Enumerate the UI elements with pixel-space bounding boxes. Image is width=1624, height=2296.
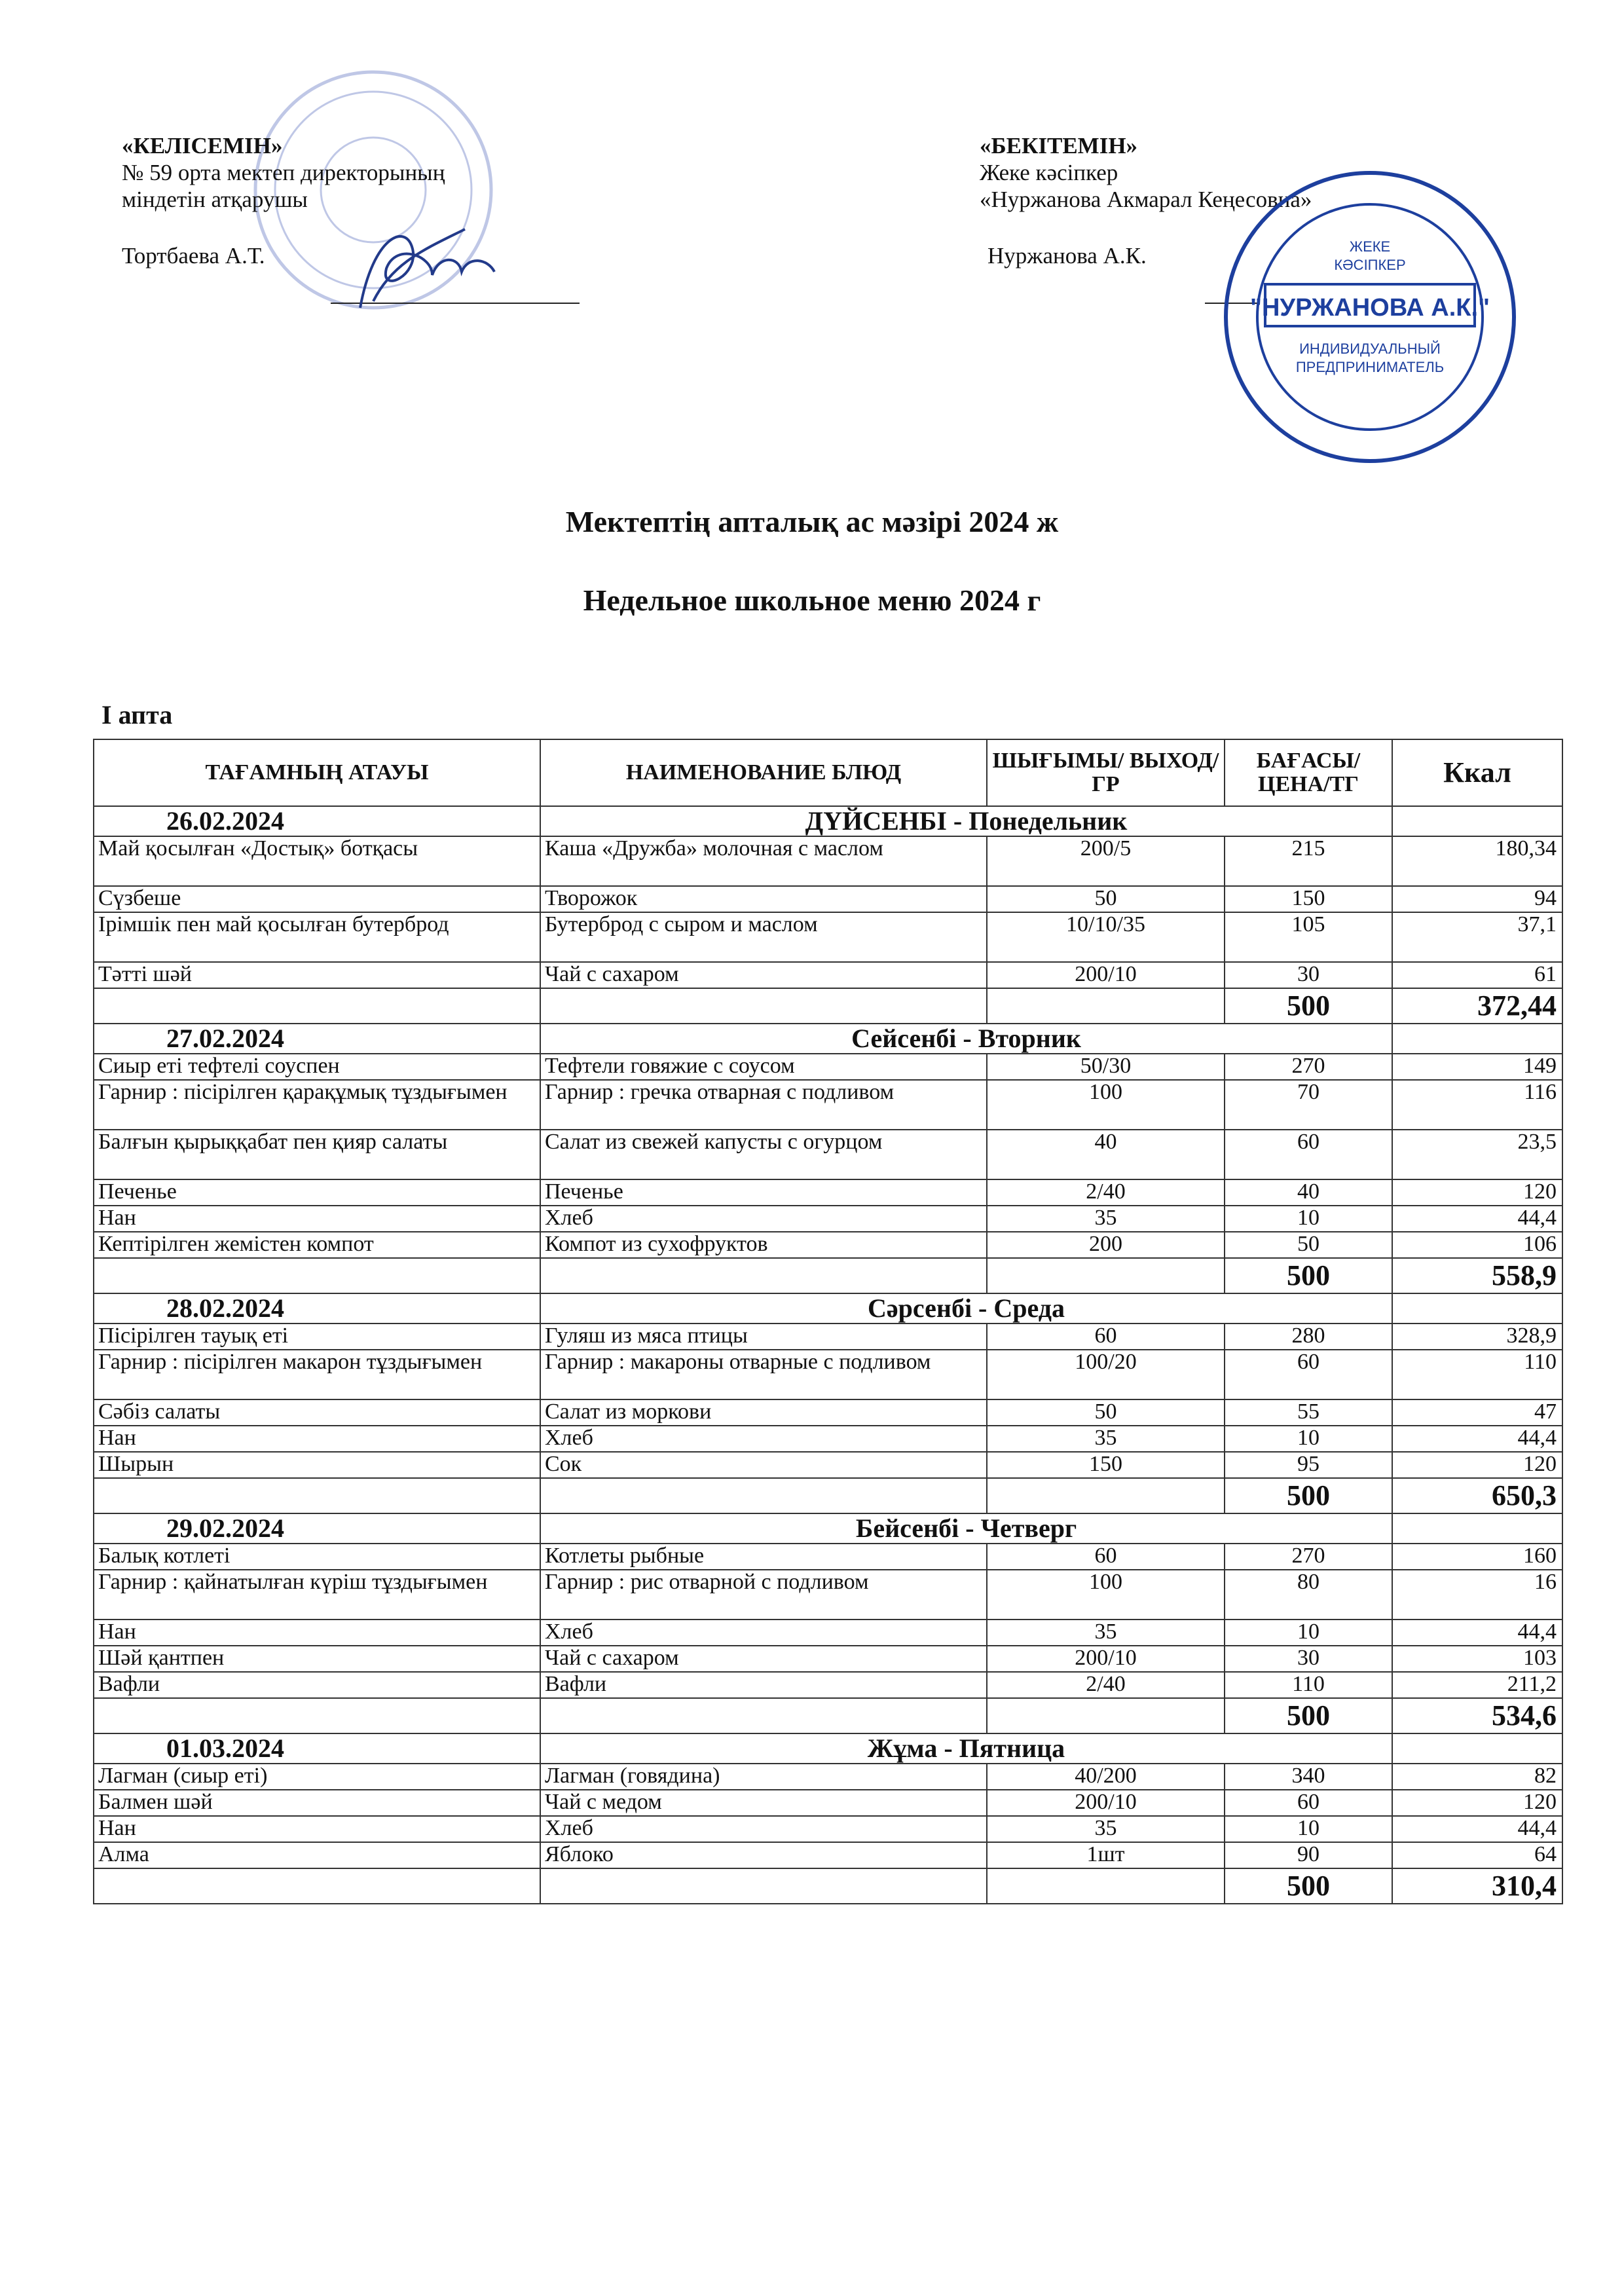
dish-name-ru: Компот из сухофруктов	[540, 1232, 987, 1258]
menu-row	[94, 1324, 1562, 1350]
dish-price: 60	[1225, 1350, 1392, 1399]
dish-name-ru: Чай с сахаром	[540, 1646, 987, 1672]
empty-cell	[1392, 1293, 1562, 1324]
dish-kcal: 44,4	[1392, 1816, 1562, 1842]
empty-cell	[987, 1698, 1225, 1733]
menu-row	[94, 1790, 1562, 1816]
director-line: № 59 орта мектеп директорының	[122, 160, 445, 185]
menu-body	[94, 806, 1562, 1904]
dish-output: 2/40	[987, 1179, 1225, 1206]
dish-kcal: 110	[1392, 1350, 1562, 1399]
dish-output: 100	[987, 1080, 1225, 1130]
dish-kcal: 160	[1392, 1544, 1562, 1570]
total-kcal: 558,9	[1392, 1258, 1562, 1293]
dish-name-ru: Творожок	[540, 886, 987, 912]
stamp-inner-top: ЖЕКЕ	[1349, 238, 1391, 255]
dish-output: 200	[987, 1232, 1225, 1258]
dish-name-kz: Балық котлеті	[94, 1544, 540, 1570]
dish-name-ru: Чай с медом	[540, 1790, 987, 1816]
menu-row	[94, 886, 1562, 912]
dish-price: 105	[1225, 912, 1392, 962]
header-output: ШЫҒЫМЫ/ ВЫХОД/ГР	[987, 739, 1225, 806]
day-header-row	[94, 1024, 1562, 1054]
dish-price: 10	[1225, 1426, 1392, 1452]
dish-name-kz: Гарнир : пісірілген макарон тұздығымен	[94, 1350, 540, 1399]
menu-row	[94, 1842, 1562, 1868]
dish-kcal: 16	[1392, 1570, 1562, 1620]
dish-name-ru: Чай с сахаром	[540, 962, 987, 988]
dish-name-kz: Вафли	[94, 1672, 540, 1698]
acting-line: міндетін атқарушы	[122, 187, 308, 212]
dish-kcal: 106	[1392, 1232, 1562, 1258]
stamp-inner-top2: КӘСІПКЕР	[1334, 257, 1406, 273]
dish-name-kz: Печенье	[94, 1179, 540, 1206]
day-name: Сәрсенбі - Среда	[540, 1293, 1392, 1324]
dish-price: 150	[1225, 886, 1392, 912]
dish-output: 35	[987, 1816, 1225, 1842]
dish-price: 270	[1225, 1054, 1392, 1080]
menu-row	[94, 1179, 1562, 1206]
dish-name-ru: Лагман (говядина)	[540, 1764, 987, 1790]
dish-price: 280	[1225, 1324, 1392, 1350]
menu-row	[94, 1232, 1562, 1258]
menu-row	[94, 1544, 1562, 1570]
dish-name-ru: Бутерброд с сыром и маслом	[540, 912, 987, 962]
menu-row	[94, 1426, 1562, 1452]
dish-price: 40	[1225, 1179, 1392, 1206]
stamp-sub1: ИНДИВИДУАЛЬНЫЙ	[1299, 341, 1441, 357]
day-name: Бейсенбі - Четверг	[540, 1513, 1392, 1544]
dish-name-kz: Ірімшік пен май қосылған бутерброд	[94, 912, 540, 962]
dish-kcal: 180,34	[1392, 836, 1562, 886]
empty-cell	[540, 1258, 987, 1293]
dish-name-kz: Сүзбеше	[94, 886, 540, 912]
dish-name-kz: Балғын қырыққабат пен қияр салаты	[94, 1130, 540, 1179]
dish-name-ru: Салат из свежей капусты с огурцом	[540, 1130, 987, 1179]
dish-output: 1шт	[987, 1842, 1225, 1868]
entrepreneur-stamp	[1219, 166, 1521, 468]
dish-price: 10	[1225, 1816, 1392, 1842]
day-header-row	[94, 806, 1562, 836]
menu-row	[94, 1080, 1562, 1130]
dish-price: 340	[1225, 1764, 1392, 1790]
empty-cell	[987, 988, 1225, 1024]
dish-output: 50	[987, 886, 1225, 912]
menu-row	[94, 1816, 1562, 1842]
dish-name-ru: Хлеб	[540, 1426, 987, 1452]
dish-price: 50	[1225, 1232, 1392, 1258]
dish-name-ru: Хлеб	[540, 1816, 987, 1842]
empty-cell	[540, 1868, 987, 1904]
dish-kcal: 47	[1392, 1399, 1562, 1426]
agreed-title: «КЕЛІСЕМІН»	[122, 133, 283, 158]
dish-name-ru: Салат из моркови	[540, 1399, 987, 1426]
menu-row	[94, 1350, 1562, 1399]
dish-name-kz: Гарнир : қайнатылған күріш тұздығымен	[94, 1570, 540, 1620]
total-price: 500	[1225, 988, 1392, 1024]
empty-cell	[94, 1868, 540, 1904]
dish-price: 60	[1225, 1790, 1392, 1816]
dish-output: 100/20	[987, 1350, 1225, 1399]
dish-name-ru: Хлеб	[540, 1206, 987, 1232]
dish-kcal: 120	[1392, 1790, 1562, 1816]
dish-output: 200/10	[987, 962, 1225, 988]
dish-name-kz: Кептірілген жемістен компот	[94, 1232, 540, 1258]
empty-cell	[1392, 1513, 1562, 1544]
day-name: ДҮЙСЕНБІ - Понедельник	[540, 806, 1392, 836]
dish-name-ru: Гуляш из мяса птицы	[540, 1324, 987, 1350]
empty-cell	[1392, 1733, 1562, 1764]
menu-row	[94, 1764, 1562, 1790]
dish-kcal: 120	[1392, 1452, 1562, 1478]
day-total-row	[94, 1258, 1562, 1293]
director-name: Тортбаева А.Т.	[122, 243, 265, 268]
menu-row	[94, 1206, 1562, 1232]
dish-name-kz: Пісірілген тауық еті	[94, 1324, 540, 1350]
day-date: 27.02.2024	[94, 1024, 540, 1054]
dish-output: 150	[987, 1452, 1225, 1478]
dish-kcal: 37,1	[1392, 912, 1562, 962]
dish-name-kz: Нан	[94, 1816, 540, 1842]
menu-row	[94, 1646, 1562, 1672]
menu-row	[94, 1672, 1562, 1698]
dish-price: 10	[1225, 1620, 1392, 1646]
dish-output: 200/10	[987, 1646, 1225, 1672]
dish-price: 55	[1225, 1399, 1392, 1426]
dish-name-ru: Сок	[540, 1452, 987, 1478]
approve-title: «БЕКІТЕМІН»	[980, 133, 1138, 158]
stamp-name: "НУРЖАНОВА А.К."	[1249, 294, 1490, 322]
dish-kcal: 44,4	[1392, 1620, 1562, 1646]
dish-kcal: 120	[1392, 1179, 1562, 1206]
dish-kcal: 328,9	[1392, 1324, 1562, 1350]
menu-row	[94, 1130, 1562, 1179]
dish-name-ru: Гарнир : рис отварной с подливом	[540, 1570, 987, 1620]
empty-cell	[1392, 806, 1562, 836]
signature	[334, 210, 504, 321]
empty-cell	[94, 1698, 540, 1733]
dish-price: 90	[1225, 1842, 1392, 1868]
day-date: 28.02.2024	[94, 1293, 540, 1324]
total-kcal: 310,4	[1392, 1868, 1562, 1904]
empty-cell	[94, 988, 540, 1024]
dish-name-ru: Печенье	[540, 1179, 987, 1206]
entrepreneur-signer: Нуржанова А.К.	[987, 243, 1147, 268]
dish-name-ru: Гарнир : макароны отварные с подливом	[540, 1350, 987, 1399]
dish-kcal: 64	[1392, 1842, 1562, 1868]
day-total-row	[94, 1868, 1562, 1904]
day-total-row	[94, 1478, 1562, 1513]
dish-name-kz: Нан	[94, 1206, 540, 1232]
total-kcal: 650,3	[1392, 1478, 1562, 1513]
day-date: 26.02.2024	[94, 806, 540, 836]
total-price: 500	[1225, 1698, 1392, 1733]
dish-price: 110	[1225, 1672, 1392, 1698]
total-price: 500	[1225, 1258, 1392, 1293]
entrepreneur-name-line: «Нуржанова Акмарал Кеңесовна»	[980, 187, 1312, 212]
dish-name-kz: Сиыр еті тефтелі соуспен	[94, 1054, 540, 1080]
header-dish-kz: ТАҒАМНЫҢ АТАУЫ	[94, 739, 540, 806]
stamp-sub2: ПРЕДПРИНИМАТЕЛЬ	[1295, 359, 1445, 375]
dish-name-kz: Лагман (сиыр еті)	[94, 1764, 540, 1790]
dish-price: 95	[1225, 1452, 1392, 1478]
header-dish-ru: НАИМЕНОВАНИЕ БЛЮД	[540, 739, 987, 806]
dish-output: 2/40	[987, 1672, 1225, 1698]
dish-name-kz: Нан	[94, 1426, 540, 1452]
total-price: 500	[1225, 1868, 1392, 1904]
dish-output: 200/10	[987, 1790, 1225, 1816]
week-label: І апта	[101, 700, 173, 730]
day-header-row	[94, 1733, 1562, 1764]
dish-kcal: 44,4	[1392, 1206, 1562, 1232]
menu-table	[93, 739, 1563, 1904]
empty-cell	[94, 1258, 540, 1293]
total-price: 500	[1225, 1478, 1392, 1513]
dish-price: 215	[1225, 836, 1392, 886]
dish-name-ru: Тефтели говяжие с соусом	[540, 1054, 987, 1080]
header-kcal: Ккал	[1392, 739, 1562, 806]
dish-output: 10/10/35	[987, 912, 1225, 962]
dish-output: 40	[987, 1130, 1225, 1179]
total-kcal: 534,6	[1392, 1698, 1562, 1733]
day-total-row	[94, 988, 1562, 1024]
dish-name-ru: Хлеб	[540, 1620, 987, 1646]
menu-row	[94, 1570, 1562, 1620]
dish-price: 30	[1225, 1646, 1392, 1672]
menu-row	[94, 1620, 1562, 1646]
dish-price: 60	[1225, 1130, 1392, 1179]
empty-cell	[540, 1478, 987, 1513]
dish-kcal: 23,5	[1392, 1130, 1562, 1179]
empty-cell	[987, 1258, 1225, 1293]
day-header-row	[94, 1513, 1562, 1544]
dish-name-kz: Гарнир : пісірілген қарақұмық тұздығымен	[94, 1080, 540, 1130]
day-date: 29.02.2024	[94, 1513, 540, 1544]
dish-price: 30	[1225, 962, 1392, 988]
dish-name-ru: Каша «Дружба» молочная с маслом	[540, 836, 987, 886]
dish-name-kz: Алма	[94, 1842, 540, 1868]
menu-row	[94, 836, 1562, 886]
dish-output: 50/30	[987, 1054, 1225, 1080]
day-header-row	[94, 1293, 1562, 1324]
entrepreneur-line: Жеке кәсіпкер	[980, 160, 1118, 185]
dish-name-kz: Балмен шәй	[94, 1790, 540, 1816]
dish-output: 200/5	[987, 836, 1225, 886]
dish-name-kz: Нан	[94, 1620, 540, 1646]
dish-kcal: 94	[1392, 886, 1562, 912]
menu-row	[94, 1452, 1562, 1478]
dish-kcal: 82	[1392, 1764, 1562, 1790]
dish-price: 10	[1225, 1206, 1392, 1232]
dish-name-ru: Яблоко	[540, 1842, 987, 1868]
title-kazakh: Мектептің апталық ас мәзірі 2024 ж	[565, 505, 1059, 538]
menu-row	[94, 1054, 1562, 1080]
total-kcal: 372,44	[1392, 988, 1562, 1024]
dish-kcal: 44,4	[1392, 1426, 1562, 1452]
day-total-row	[94, 1698, 1562, 1733]
title-russian: Недельное школьное меню 2024 г	[583, 583, 1041, 617]
empty-cell	[1392, 1024, 1562, 1054]
empty-cell	[540, 1698, 987, 1733]
dish-kcal: 149	[1392, 1054, 1562, 1080]
dish-output: 50	[987, 1399, 1225, 1426]
empty-cell	[94, 1478, 540, 1513]
day-name: Жұма - Пятница	[540, 1733, 1392, 1764]
dish-name-kz: Май қосылған «Достық» ботқасы	[94, 836, 540, 886]
dish-name-kz: Тәтті шәй	[94, 962, 540, 988]
dish-kcal: 116	[1392, 1080, 1562, 1130]
dish-output: 35	[987, 1426, 1225, 1452]
dish-name-ru: Гарнир : гречка отварная с подливом	[540, 1080, 987, 1130]
dish-price: 70	[1225, 1080, 1392, 1130]
dish-output: 35	[987, 1620, 1225, 1646]
menu-row	[94, 1399, 1562, 1426]
header-price: БАҒАСЫ/ ЦЕНА/ТГ	[1225, 739, 1392, 806]
day-name: Сейсенбі - Вторник	[540, 1024, 1392, 1054]
dish-price: 270	[1225, 1544, 1392, 1570]
dish-output: 60	[987, 1544, 1225, 1570]
menu-row	[94, 962, 1562, 988]
menu-row	[94, 912, 1562, 962]
header-row	[94, 739, 1562, 806]
dish-kcal: 103	[1392, 1646, 1562, 1672]
empty-cell	[987, 1478, 1225, 1513]
dish-name-ru: Вафли	[540, 1672, 987, 1698]
dish-name-kz: Шырын	[94, 1452, 540, 1478]
dish-kcal: 211,2	[1392, 1672, 1562, 1698]
dish-kcal: 61	[1392, 962, 1562, 988]
day-date: 01.03.2024	[94, 1733, 540, 1764]
dish-output: 100	[987, 1570, 1225, 1620]
dish-name-kz: Шәй қантпен	[94, 1646, 540, 1672]
empty-cell	[987, 1868, 1225, 1904]
dish-name-ru: Котлеты рыбные	[540, 1544, 987, 1570]
dish-output: 40/200	[987, 1764, 1225, 1790]
empty-cell	[540, 988, 987, 1024]
dish-output: 35	[987, 1206, 1225, 1232]
dish-price: 80	[1225, 1570, 1392, 1620]
dish-name-kz: Сәбіз салаты	[94, 1399, 540, 1426]
dish-output: 60	[987, 1324, 1225, 1350]
